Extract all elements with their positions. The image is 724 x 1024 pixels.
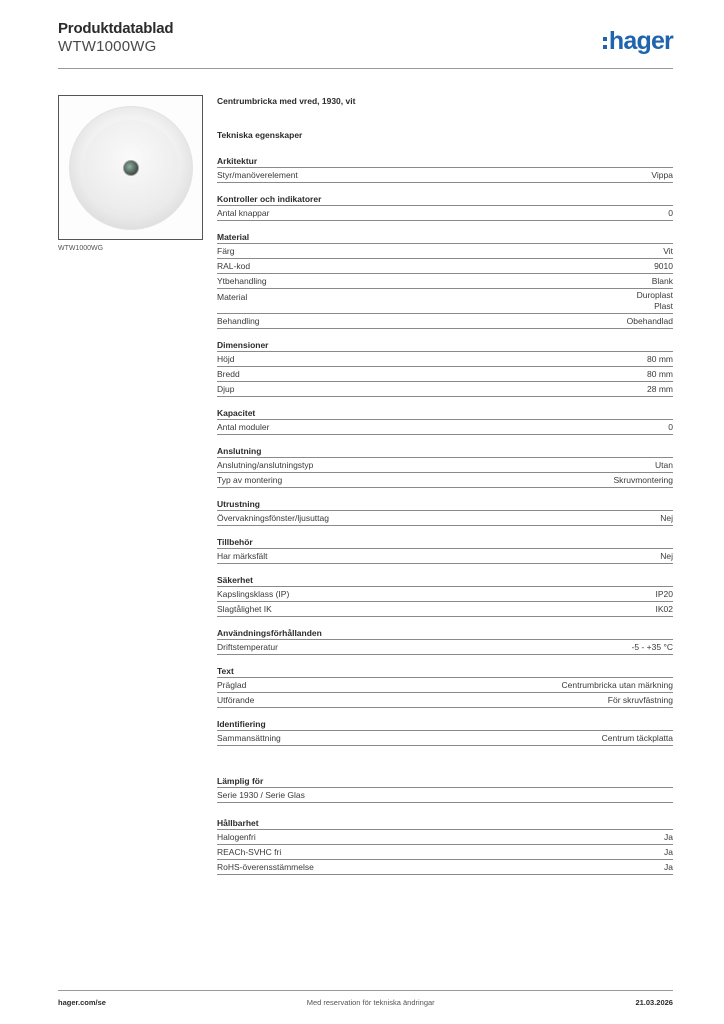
spec-value [664, 845, 673, 859]
section-title: Lämplig för [217, 774, 673, 788]
spec-section [217, 406, 673, 435]
spec-label: Färg [217, 246, 235, 256]
footer-date: 21.03.2026 [635, 998, 673, 1007]
product-name: Centrumbricka med vred, 1930, vit [217, 96, 356, 106]
section-title: Hållbarhet [217, 816, 673, 830]
spec-label: Djup [217, 384, 235, 394]
spec-value-line: Ja [664, 832, 673, 842]
cover-plate-inner [83, 120, 179, 216]
spec-value [637, 290, 673, 312]
spec-row [217, 678, 673, 693]
spec-row [217, 473, 673, 488]
specifications-table [217, 154, 673, 746]
spec-value-line: För skruvfästning [607, 695, 673, 705]
spec-value [608, 693, 673, 707]
spec-value-line: Blank [651, 276, 673, 286]
spec-value-line: 9010 [654, 261, 673, 271]
spec-value [668, 206, 673, 220]
spec-value [651, 168, 673, 182]
spec-value-line: Nej [660, 513, 673, 523]
spec-row [217, 845, 673, 860]
section-title: Kapacitet [217, 406, 673, 420]
spec-section [217, 573, 673, 617]
section-title: Material [217, 230, 673, 244]
suitable-for-section [217, 774, 673, 803]
spec-row [217, 314, 673, 329]
logo-dots-icon [603, 37, 607, 49]
section-title: Identifiering [217, 717, 673, 731]
spec-label: Antal moduler [217, 422, 270, 432]
spec-value [660, 511, 673, 525]
spec-value [663, 244, 673, 258]
page-footer [58, 998, 673, 1007]
spec-section [217, 664, 673, 708]
spec-value-line: 0 [668, 422, 673, 432]
spec-label: Material [217, 292, 248, 302]
spec-value-line: Obehandlad [626, 316, 673, 326]
section-title: Kontroller och indikatorer [217, 192, 673, 206]
spec-section [217, 154, 673, 183]
spec-value [613, 473, 673, 487]
spec-value [647, 367, 673, 381]
spec-value-line: Vippa [651, 170, 673, 180]
spec-row [217, 860, 673, 875]
spec-value [647, 352, 673, 366]
spec-row [217, 640, 673, 655]
spec-section [217, 338, 673, 397]
spec-row [217, 602, 673, 617]
spec-label: Utförande [217, 695, 255, 705]
spec-section [217, 774, 673, 803]
logo-text: hager [608, 27, 673, 55]
spec-row [217, 420, 673, 435]
spec-label: REACh-SVHC fri [217, 847, 282, 857]
spec-row [217, 693, 673, 708]
spec-section [217, 192, 673, 221]
spec-value-line: Ja [664, 862, 673, 872]
section-title: Text [217, 664, 673, 678]
spec-value [562, 678, 674, 692]
header-divider [58, 68, 673, 69]
spec-value [632, 640, 673, 654]
section-title: Användningsförhållanden [217, 626, 673, 640]
spec-value-line: IP20 [655, 589, 673, 599]
spec-label: Styr/manöverelement [217, 170, 298, 180]
section-title: Tillbehör [217, 535, 673, 549]
spec-value-line: IK02 [655, 604, 673, 614]
spec-value-line: Duroplast [636, 290, 673, 300]
spec-row [217, 244, 673, 259]
spec-label: RoHS-överensstämmelse [217, 862, 314, 872]
sustainability-section [217, 816, 673, 875]
spec-value-line: Nej [660, 551, 673, 561]
spec-value [668, 420, 673, 434]
spec-row [217, 788, 673, 803]
spec-row [217, 206, 673, 221]
spec-value-line: Vit [663, 246, 673, 256]
spec-section [217, 717, 673, 746]
spec-section [217, 626, 673, 655]
spec-section [217, 497, 673, 526]
spec-label: Höjd [217, 354, 235, 364]
cover-plate-outer [69, 106, 193, 230]
spec-value-line: 80 mm [647, 369, 673, 379]
spec-value-line: Skruvmontering [613, 475, 673, 485]
spec-value-line: Centrumbricka utan märkning [561, 680, 673, 690]
spec-label: Halogenfri [217, 832, 256, 842]
spec-value-line: Plast [654, 301, 673, 311]
spec-label: Antal knappar [217, 208, 270, 218]
spec-row [217, 352, 673, 367]
spec-section [217, 444, 673, 488]
technical-properties-heading: Tekniska egenskaper [217, 130, 303, 140]
spec-value [647, 382, 673, 396]
rotary-knob-icon [123, 160, 139, 176]
spec-label: Serie 1930 / Serie Glas [217, 790, 305, 800]
spec-value [664, 830, 673, 844]
spec-value [660, 549, 673, 563]
spec-row [217, 367, 673, 382]
spec-value-line: Ja [664, 847, 673, 857]
spec-label: Driftstemperatur [217, 642, 278, 652]
spec-row [217, 549, 673, 564]
spec-value [664, 860, 673, 874]
product-image [58, 95, 203, 240]
spec-label: Typ av montering [217, 475, 283, 485]
spec-row [217, 830, 673, 845]
spec-value-line: 0 [668, 208, 673, 218]
footer-disclaimer: Med reservation för tekniska ändringar [306, 998, 435, 1007]
document-title: Produktdatablad [58, 20, 174, 37]
section-title: Utrustning [217, 497, 673, 511]
spec-label: Kapslingsklass (IP) [217, 589, 290, 599]
hager-logo [603, 28, 673, 54]
spec-row [217, 274, 673, 289]
spec-label: Anslutning/anslutningstyp [217, 460, 314, 470]
spec-label: RAL-kod [217, 261, 251, 271]
spec-label: Har märksfält [217, 551, 268, 561]
spec-value [654, 259, 673, 273]
section-title: Dimensioner [217, 338, 673, 352]
spec-label: Övervakningsfönster/ljusuttag [217, 513, 329, 523]
footer-divider [58, 990, 673, 991]
spec-value-line: -5 - +35 °C [631, 642, 673, 652]
spec-label: Sammansättning [217, 733, 281, 743]
spec-value-line: 80 mm [647, 354, 673, 364]
spec-value [656, 602, 674, 616]
spec-row [217, 511, 673, 526]
spec-label: Bredd [217, 369, 240, 379]
article-number: WTW1000WG [58, 38, 157, 55]
spec-value-line: 28 mm [647, 384, 673, 394]
spec-row [217, 259, 673, 274]
spec-value [656, 587, 674, 601]
spec-row [217, 458, 673, 473]
spec-row [217, 587, 673, 602]
spec-value-line: Utan [655, 460, 673, 470]
spec-label: Behandling [217, 316, 260, 326]
spec-value [655, 458, 673, 472]
spec-label: Ytbehandling [217, 276, 267, 286]
page-header [58, 20, 673, 70]
spec-value [627, 314, 673, 328]
footer-website: hager.com/se [58, 998, 106, 1007]
image-caption: WTW1000WG [58, 245, 104, 252]
section-title: Säkerhet [217, 573, 673, 587]
spec-row [217, 168, 673, 183]
spec-section [217, 230, 673, 329]
spec-value-line: Centrum täckplatta [601, 733, 673, 743]
spec-section [217, 816, 673, 875]
spec-section [217, 535, 673, 564]
section-title: Anslutning [217, 444, 673, 458]
section-title: Arkitektur [217, 154, 673, 168]
spec-value [652, 274, 673, 288]
spec-value [602, 731, 673, 745]
spec-row [217, 382, 673, 397]
spec-row [217, 731, 673, 746]
spec-label: Slagtålighet IK [217, 604, 272, 614]
spec-label: Präglad [217, 680, 247, 690]
spec-row [217, 289, 673, 314]
